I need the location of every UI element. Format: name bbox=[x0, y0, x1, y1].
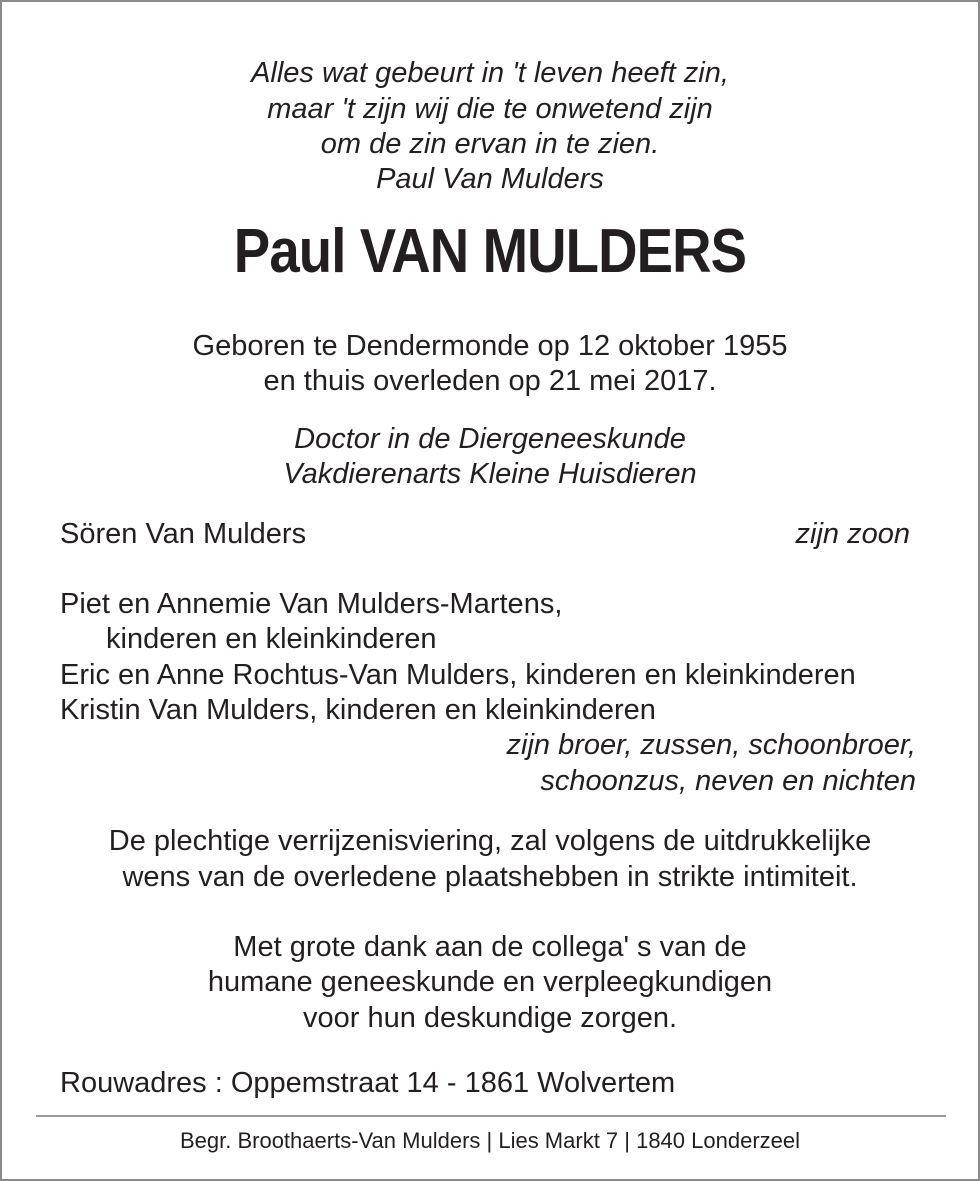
funeral-home-footer: Begr. Broothaerts-Van Mulders | Lies Markt 7 | 1840 Londerzeel bbox=[179, 1128, 801, 1153]
son-name: Sören Van Mulders bbox=[60, 518, 307, 550]
thanks-line-3: voor hun deskundige zorgen. bbox=[302, 1002, 678, 1034]
mourning-address: Rouwadres : Oppemstraat 14 - 1861 Wolvertem bbox=[60, 1067, 676, 1099]
son-relation: zijn zoon bbox=[795, 518, 910, 550]
family-line-4: Kristin Van Mulders, kinderen en kleinkinderen bbox=[60, 694, 656, 726]
family-relation-line-1: zijn broer, zussen, schoonbroer, bbox=[506, 729, 916, 761]
profession-line-2: Vakdierenarts Kleine Huisdieren bbox=[283, 458, 697, 490]
ceremony-line-1: De plechtige verrijzenisviering, zal volgens de uitdrukkelijke bbox=[108, 825, 872, 857]
death-line: en thuis overleden op 21 mei 2017. bbox=[263, 365, 717, 397]
quote-author: Paul Van Mulders bbox=[376, 163, 604, 195]
profession-line-1: Doctor in de Diergeneeskunde bbox=[294, 423, 686, 455]
family-relation-line-2: schoonzus, neven en nichten bbox=[540, 765, 916, 797]
family-line-2: kinderen en kleinkinderen bbox=[106, 623, 437, 655]
footer-divider bbox=[36, 1115, 946, 1117]
thanks-line-1: Met grote dank aan de collega' s van de bbox=[233, 931, 747, 963]
ceremony-line-2: wens van de overledene plaatshebben in strikte intimiteit. bbox=[122, 861, 858, 893]
birth-line: Geboren te Dendermonde op 12 oktober 1955 bbox=[192, 330, 788, 362]
quote-line-1: Alles wat gebeurt in 't leven heeft zin, bbox=[251, 57, 729, 89]
quote-line-3: om de zin ervan in te zien. bbox=[320, 128, 660, 160]
family-line-3: Eric en Anne Rochtus-Van Mulders, kinderen en kleinkinderen bbox=[60, 659, 856, 691]
quote-line-2: maar 't zijn wij die te onwetend zijn bbox=[267, 93, 713, 125]
deceased-name: Paul VAN MULDERS bbox=[233, 217, 747, 286]
family-line-1: Piet en Annemie Van Mulders-Martens, bbox=[60, 588, 563, 620]
thanks-line-2: humane geneeskunde en verpleegkundigen bbox=[207, 966, 773, 998]
